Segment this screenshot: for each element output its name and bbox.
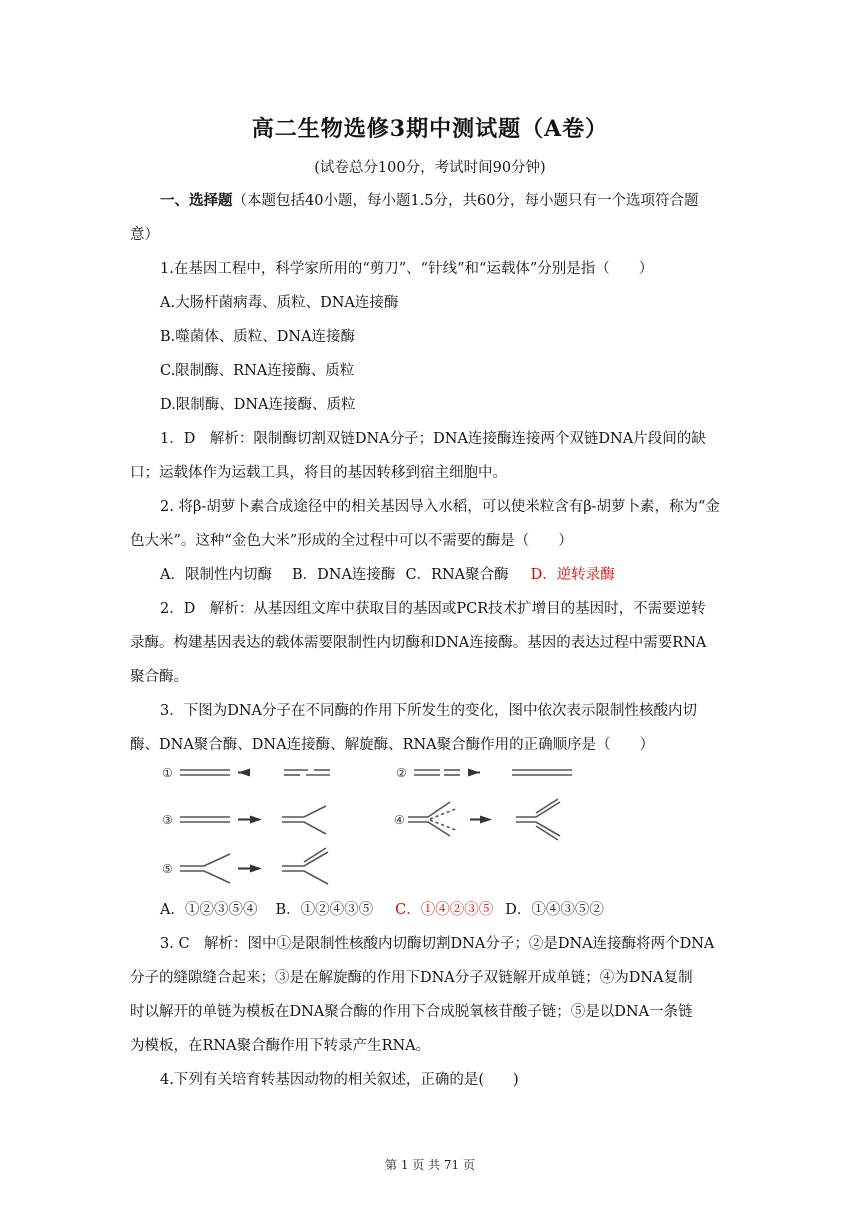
dna-enzyme-figure <box>158 758 588 890</box>
fig-label-3: ③ <box>162 813 173 827</box>
q2-answer-line3: 聚合酶。 <box>130 669 188 685</box>
page-footer: 第 1 页 共 71 页 <box>385 1158 475 1172</box>
q1-answer-line2: 口；运载体作为运载工具，将目的基因转移到宿主细胞中。 <box>130 465 507 481</box>
q1-option-c: C.限制酶、RNA连接酶、质粒 <box>160 363 355 379</box>
q3-answer-line4: 为模板，在RNA聚合酶作用下转录产生RNA。 <box>130 1038 431 1054</box>
q2-option-b: B．DNA连接酶 <box>291 567 396 583</box>
q2-answer-line1: 2．D 解析：从基因组文库中获取目的基因或PCR技术扩增目的基因时，不需要逆转 <box>160 601 706 617</box>
q3-option-a: A．①②③⑤④ <box>160 902 258 918</box>
section-desc-cont: 意） <box>130 227 159 243</box>
q1-option-b: B.噬菌体、质粒、DNA连接酶 <box>160 329 356 345</box>
q1-stem: 1.在基因工程中，科学家所用的“剪刀”、“针线”和“运载体”分别是指（ ） <box>160 261 654 277</box>
q1-option-a: A.大肠杆菌病毒、质粒、DNA连接酶 <box>160 295 399 311</box>
fig-label-5: ⑤ <box>162 862 173 876</box>
page-title: 高二生物选修3期中测试题（A卷） <box>251 116 609 142</box>
q3-answer-line3: 时以解开的单链为模板在DNA聚合酶的作用下合成脱氧核苷酸子链；⑤是以DNA一条链 <box>130 1004 693 1020</box>
section-heading <box>160 184 730 218</box>
q3-option-d: D．①④③⑤② <box>505 902 604 918</box>
q1-answer-line1: 1．D 解析：限制酶切割双链DNA分子；DNA连接酶连接两个双链DNA片段间的缺 <box>160 431 706 447</box>
fig-label-2: ② <box>396 766 407 780</box>
q2-answer-line2: 录酶。构建基因表达的载体需要限制性内切酶和DNA连接酶。基因的表达过程中需要RNA <box>130 635 707 651</box>
page-subtitle: (试卷总分100分，考试时间90分钟) <box>314 160 546 176</box>
section-label: 一、选择题 <box>160 192 233 209</box>
q3-answer-line2: 分子的缝隙缝合起来；③是在解旋酶的作用下DNA分子双链解开成单链；④为DNA复制 <box>130 970 693 986</box>
q2-options <box>160 558 730 592</box>
q3-option-c: C．①④②③⑤ <box>395 902 494 918</box>
q4-stem: 4.下列有关培育转基因动物的相关叙述，正确的是( ) <box>160 1072 519 1088</box>
q2-option-c: C．RNA聚合酶 <box>405 567 509 583</box>
q2-option-a: A．限制性内切酶 <box>160 567 272 583</box>
q3-answer-line1: 3. C 解析：图中①是限制性核酸内切酶切割DNA分子；②是DNA连接酶将两个DNA <box>160 936 715 952</box>
q3-options <box>160 893 730 927</box>
q2-stem-line2: 色大米”。这种“金色大米”形成的全过程中可以不需要的酶是（ ） <box>130 533 573 549</box>
q3-stem-line1: 3．下图为DNA分子在不同酶的作用下所发生的变化，图中依次表示限制性核酸内切 <box>160 703 698 719</box>
q2-option-d: D．逆转录酶 <box>530 567 615 583</box>
q2-stem-line1: 2. 将β-胡萝卜素合成途径中的相关基因导入水稻，可以使米粒含有β-胡萝卜素，称为“金 <box>160 499 720 515</box>
section-desc: （本题包括40小题，每小题1.5分，共60分，每小题只有一个选项符合题 <box>232 193 699 209</box>
q3-option-b: B．①②④③⑤ <box>275 902 374 918</box>
q3-stem-line2: 酶、DNA聚合酶、DNA连接酶、解旋酶、RNA聚合酶作用的正确顺序是（ ） <box>130 737 655 753</box>
q1-option-d: D.限制酶、DNA连接酶、质粒 <box>160 397 356 413</box>
fig-label-1: ① <box>162 766 173 780</box>
fig-label-4: ④ <box>394 813 405 827</box>
